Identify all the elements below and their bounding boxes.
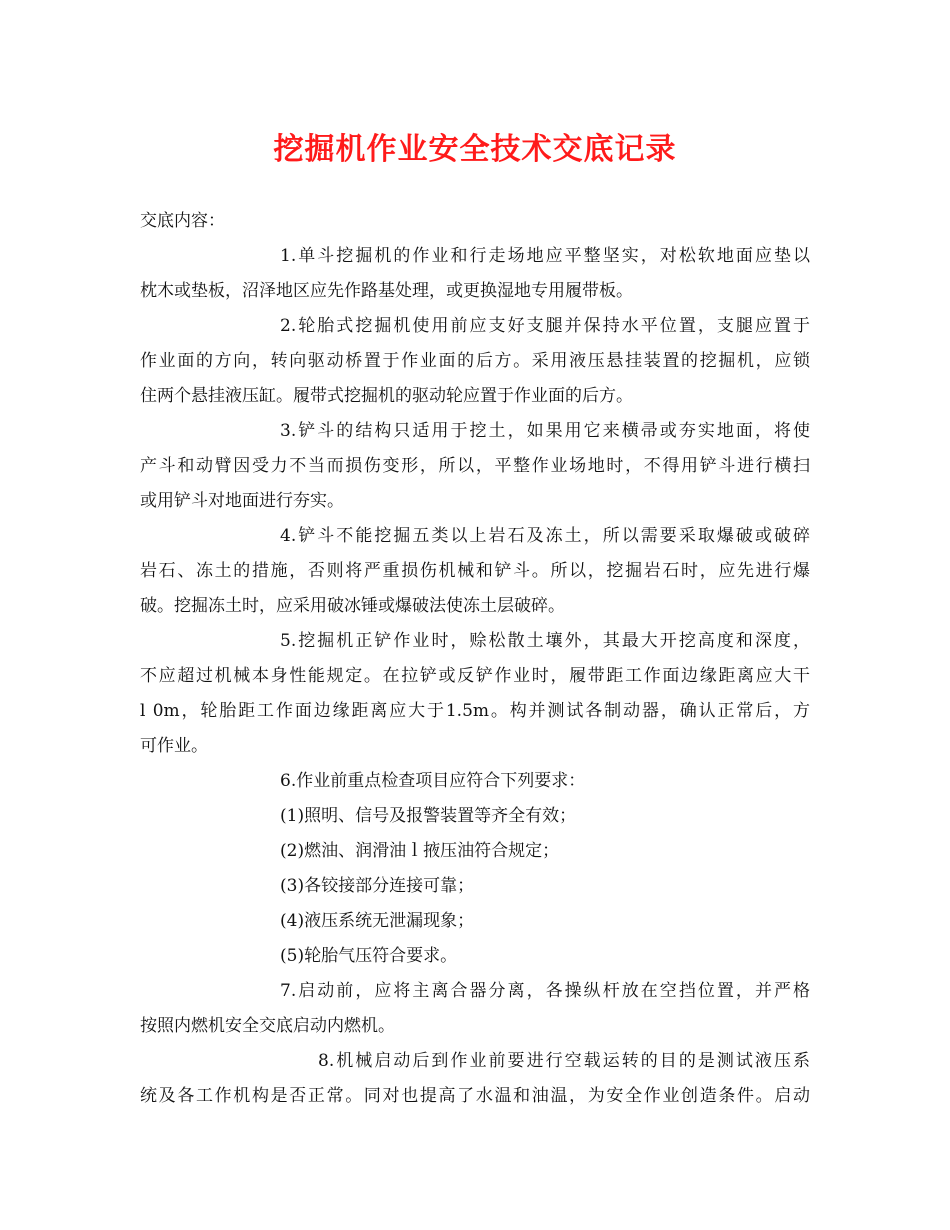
list-item: (4)液压系统无泄漏现象； xyxy=(280,911,475,931)
paragraph-line: 2.轮胎式挖掘机使用前应支好支腿并保持水平位置，支腿应置于 xyxy=(280,316,810,336)
paragraph-line: 枕木或垫板，沼泽地区应先作路基处理，或更换湿地专用履带板。 xyxy=(140,281,633,301)
paragraph-line: 按照内燃机安全交底启动内燃机。 xyxy=(140,1016,395,1036)
list-item: (2)燃油、润滑油ｌ掖压油符合规定； xyxy=(280,841,560,861)
list-item: (1)照明、信号及报警装置等齐全有效； xyxy=(280,806,577,826)
paragraph-line: 统及各工作机构是否正常。同对也提高了水温和油温，为安全作业创造条件。启动 xyxy=(140,1086,810,1106)
list-item: (3)各铰接部分连接可靠； xyxy=(280,876,475,896)
paragraph-line: 或用铲斗对地面进行夯实。 xyxy=(140,491,344,511)
paragraph-line: 产斗和动臂因受力不当而损伤变形，所以，平整作业场地时，不得用铲斗进行横扫 xyxy=(140,456,810,476)
paragraph-line: l 0m，轮胎距工作面边缘距离应大于1.5m。构并测试各制动器，确认正常后，方 xyxy=(140,701,810,721)
document-title: 挖掘机作业安全技术交底记录 xyxy=(273,132,677,167)
paragraph-line: 可作业。 xyxy=(140,736,208,756)
paragraph-line: 1.单斗挖掘机的作业和行走场地应平整坚实，对松软地面应垫以 xyxy=(280,246,810,266)
paragraph-line: 4.铲斗不能挖掘五类以上岩石及冻土，所以需要采取爆破或破碎 xyxy=(280,526,810,546)
paragraph-line: 7.启动前，应将主离合器分离，各操纵杆放在空挡位置，并严格 xyxy=(280,981,810,1001)
document-body xyxy=(140,204,810,1114)
content-label: 交底内容： xyxy=(140,211,225,231)
list-item: (5)轮胎气压符合要求。 xyxy=(280,946,458,966)
paragraph-line: 6.作业前重点检查项目应符合下列要求： xyxy=(280,771,586,791)
paragraph-line: 不应超过机械本身性能规定。在拉铲或反铲作业时，履带距工作面边缘距离应大干 xyxy=(140,666,810,686)
paragraph-line: 破。挖掘冻土时，应采用破冰锤或爆破法使冻土层破碎。 xyxy=(140,596,565,616)
paragraph-line: 8.机械启动后到作业前要进行空载运转的目的是测试液压系 xyxy=(318,1051,810,1071)
paragraph-line: 住两个悬挂液压缸。履带式挖掘机的驱动轮应置于作业面的后方。 xyxy=(140,386,633,406)
paragraph-line: 5.挖掘机正铲作业时，赊松散土壤外，其最大开挖高度和深度， xyxy=(280,631,810,651)
paragraph-line: 作业面的方向，转向驱动桥置于作业面的后方。采用液压悬挂装置的挖掘机，应锁 xyxy=(140,351,810,371)
paragraph-line: 3.铲斗的结构只适用于挖土，如果用它来横帚或夯实地面，将使 xyxy=(280,421,810,441)
paragraph-line: 岩石、冻土的措施，否则将严重损伤机械和铲斗。所以，挖掘岩石时，应先进行爆 xyxy=(140,561,810,581)
